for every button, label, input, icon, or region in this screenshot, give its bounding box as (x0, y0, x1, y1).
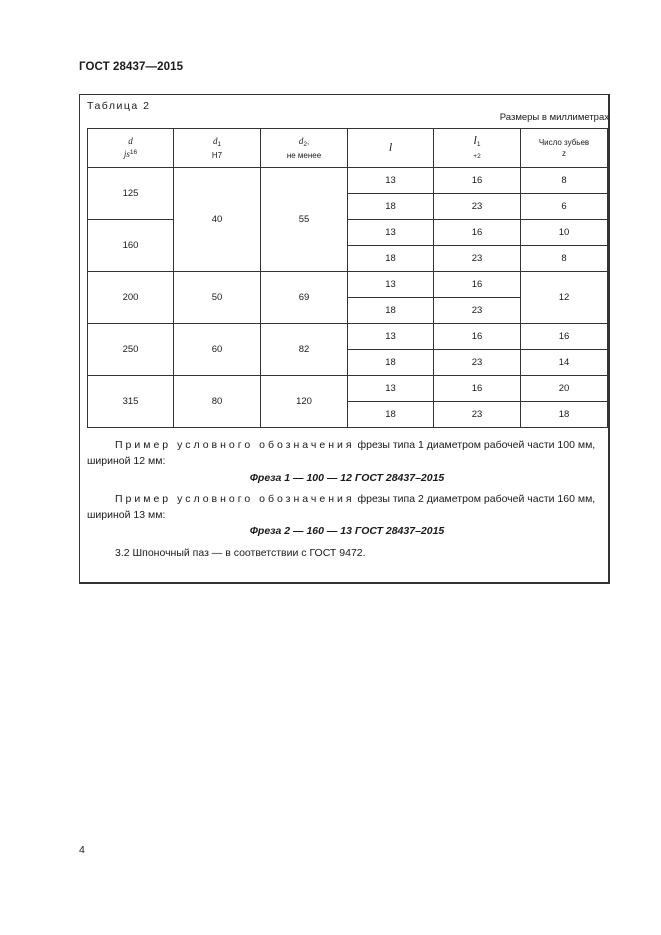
cell-z: 14 (521, 350, 608, 376)
cell-l1: 16 (434, 168, 521, 194)
cell-l1: 23 (434, 350, 521, 376)
cell-l1: 23 (434, 246, 521, 272)
cell-d2: 82 (261, 324, 348, 376)
example-label: Пример условного обозначения (115, 493, 355, 505)
cell-z: 10 (521, 220, 608, 246)
example-paragraph-1 (87, 437, 607, 469)
table-row (88, 272, 608, 298)
cell-l1: 16 (434, 376, 521, 402)
table-row (88, 324, 608, 350)
table-row (88, 376, 608, 402)
header-d: d $js^{16}$ (88, 129, 174, 168)
example-paragraph-2 (87, 491, 607, 523)
cell-z: 6 (521, 194, 608, 220)
cell-z: 18 (521, 402, 608, 428)
cell-z: 16 (521, 324, 608, 350)
cell-d: 125 (88, 168, 174, 220)
cell-l: 18 (348, 350, 434, 376)
cell-d2: 120 (261, 376, 348, 428)
cell-l: 18 (348, 402, 434, 428)
page-number: 4 (79, 844, 85, 856)
table-caption: Таблица 2 (87, 100, 151, 112)
header-l: l (348, 129, 434, 168)
cell-d1: 60 (174, 324, 261, 376)
designation-formula-2: Фреза 2 — 160 — 13 ГОСТ 28437–2015 (249, 525, 445, 537)
cell-d: 160 (88, 220, 174, 272)
header-d2: $d_2$, не менее (261, 129, 348, 168)
designation-formula-1: Фреза 1 — 100 — 12 ГОСТ 28437–2015 (249, 472, 445, 484)
header-d1: $d_1$ H7 (174, 129, 261, 168)
example-text: фрезы типа 2 диаметром рабочей части 160 мм, шириной 13 мм: (87, 493, 596, 521)
cell-z: 20 (521, 376, 608, 402)
cell-l: 13 (348, 272, 434, 298)
document-header-title: ГОСТ 28437—2015 (79, 61, 184, 73)
cell-l1: 16 (434, 324, 521, 350)
cell-z: 8 (521, 246, 608, 272)
table-row (88, 220, 608, 246)
cell-d: 315 (88, 376, 174, 428)
cell-l: 13 (348, 220, 434, 246)
cell-d1: 50 (174, 272, 261, 324)
header-teeth-count: Число зубьев z (521, 129, 608, 168)
header-l1: $l_1$ +2 (434, 129, 521, 168)
cell-z: 12 (521, 272, 608, 324)
cell-l1: 23 (434, 402, 521, 428)
cell-d2: 55 (261, 168, 348, 272)
cell-l: 18 (348, 194, 434, 220)
cell-l: 13 (348, 168, 434, 194)
cell-l1: 23 (434, 194, 521, 220)
table-header-row (88, 129, 608, 168)
cell-l1: 16 (434, 272, 521, 298)
units-note: Размеры в миллиметрах (499, 112, 609, 123)
cell-d: 250 (88, 324, 174, 376)
table-row (88, 168, 608, 194)
clause-3-2: 3.2 Шпоночный паз — в соответствии с ГОСТ 9472. (115, 547, 366, 559)
cell-l: 18 (348, 246, 434, 272)
cell-l: 18 (348, 298, 434, 324)
example-text: фрезы типа 1 диаметром рабочей части 100 мм, шириной 12 мм: (87, 439, 596, 467)
cell-d: 200 (88, 272, 174, 324)
dimensions-table (87, 128, 608, 428)
cell-l1: 16 (434, 220, 521, 246)
cell-d1: 40 (174, 168, 261, 272)
example-label: Пример условного обозначения (115, 439, 355, 451)
cell-l: 13 (348, 324, 434, 350)
cell-d2: 69 (261, 272, 348, 324)
cell-l1: 23 (434, 298, 521, 324)
cell-d1: 80 (174, 376, 261, 428)
cell-l: 13 (348, 376, 434, 402)
cell-z: 8 (521, 168, 608, 194)
